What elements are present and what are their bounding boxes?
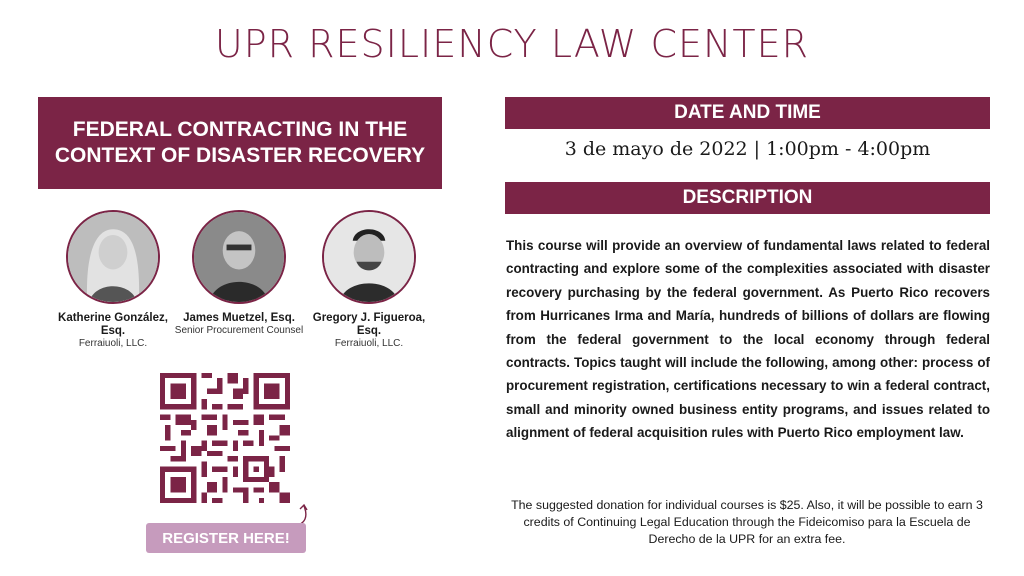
speaker-name: James Muetzel, Esq. <box>183 312 295 324</box>
avatar <box>192 210 286 304</box>
avatar <box>322 210 416 304</box>
speaker-org: Senior Procurement Counsel <box>174 325 304 337</box>
speaker-card-gregory <box>304 210 434 350</box>
speaker-org: Ferraiuoli, LLC. <box>78 338 148 350</box>
avatar <box>66 210 160 304</box>
speaker-card-james <box>174 210 304 337</box>
donation-note: The suggested donation for individual courses is $25. Also, it will be possible to earn 3 credits of Continuing Legal Education through the Fideicomiso para la Escuela de Derecho de la UPR for an extra fee. <box>511 498 983 546</box>
page-title: UPR RESILIENCY LAW CENTER <box>214 22 810 66</box>
speaker-name: Gregory J. Figueroa, Esq. <box>312 312 426 338</box>
speaker-name: Katherine González, Esq. <box>58 312 168 338</box>
course-title: FEDERAL CONTRACTING IN THE CONTEXT OF DISASTER RECOVERY <box>54 117 426 167</box>
speakers-section <box>50 210 440 360</box>
qr-code-icon[interactable] <box>160 373 290 503</box>
date-time-value: 3 de mayo de 2022 | 1:00pm - 4:00pm <box>564 138 931 160</box>
description-heading: DESCRIPTION <box>505 182 990 214</box>
date-time-heading: DATE AND TIME <box>505 97 990 129</box>
description-text: This course will provide an overview of fundamental laws related to federal contracting and explore some of the complexities associated with disaster recovery purchasing by the federal government. As Puerto Rico recovers from Hurricanes Irma and María, hundreds of billions of dollars are flowing from the federal government to the local economy through federal contracts. Topics taught will include the following, among other: process of procurement registration, certifications necessary to win a federal contract, small and minority owned business entity programs, and issues related to alignment of federal acquisition rules with Puerto Rico employment law. <box>506 238 990 441</box>
register-button[interactable]: REGISTER HERE! <box>146 523 306 553</box>
course-title-banner <box>38 97 442 189</box>
speaker-card-katherine <box>48 210 178 350</box>
speaker-org: Ferraiuoli, LLC. <box>334 338 404 350</box>
